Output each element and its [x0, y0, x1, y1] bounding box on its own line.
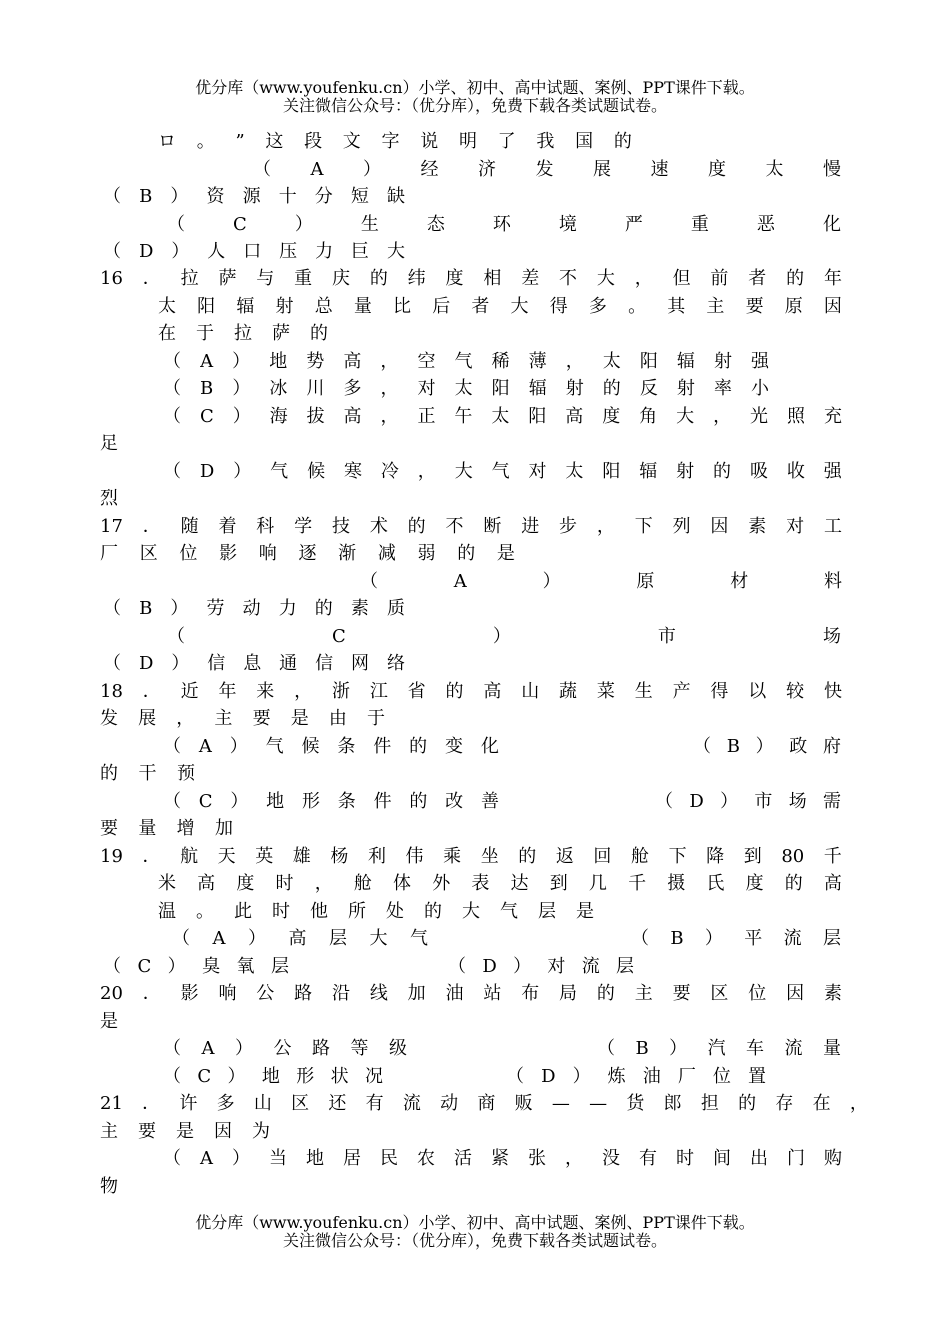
- text-line: 温 。 此 时 他 所 处 的 大 气 层 是: [158, 901, 594, 922]
- page-footer-line2: 关注微信公众号：（优分库），免费下载各类试题试卷。: [282, 1231, 667, 1250]
- question-20-line: 20 ． 影 响 公 路 沿 线 加 油 站 布 局 的 主 要 区 位 因 素: [100, 983, 842, 1004]
- option-line: （ C ） 地 形 条 件 的 改 善: [163, 791, 499, 812]
- question-19-line: 19 ． 航 天 英 雄 杨 利 伟 乘 坐 的 返 回 舱 下 降 到 80 千: [100, 846, 842, 867]
- question-16-line: 16 ． 拉 萨 与 重 庆 的 纬 度 相 差 不 大 ， 但 前 者 的 年: [100, 268, 842, 289]
- text-line: 是: [100, 1011, 118, 1032]
- option-line: （ A ） 当 地 居 民 农 活 紧 张 ， 没 有 时 间 出 门 购: [163, 1148, 842, 1169]
- option-line: （ B ） 劳 动 力 的 素 质: [103, 598, 405, 619]
- option-line: （ B ） 平 流 层: [631, 928, 841, 949]
- text-line: 足: [100, 433, 118, 454]
- option-line: （ D ） 信 息 通 信 网 络: [103, 653, 405, 674]
- question-17-line: 17 ． 随 着 科 学 技 术 的 不 断 进 步 ， 下 列 因 素 对 工: [100, 516, 842, 537]
- text-line: 发 展 ， 主 要 是 由 于: [100, 708, 385, 729]
- page-footer-line1: 优分库（www.youfenku.cn）小学、初中、高中试题、案例、PPT课件下载。: [195, 1213, 755, 1232]
- option-line: （ D ） 气 候 寒 冷 ， 大 气 对 太 阳 辐 射 的 吸 收 强: [163, 461, 842, 482]
- option-line: （ D ） 炼 油 厂 位 置: [506, 1066, 766, 1087]
- text-line: 米 高 度 时 ， 舱 体 外 表 达 到 几 千 摄 氏 度 的 高: [158, 873, 842, 894]
- option-line: （ C ） 地 形 状 况: [163, 1066, 383, 1087]
- question-21-line: 21 ． 许 多 山 区 还 有 流 动 商 贩 — — 货 郎 担 的 存 在 ，: [100, 1093, 868, 1114]
- option-line: （ A ） 高 层 大 气: [172, 928, 428, 949]
- option-line: （ B ） 资 源 十 分 短 缺: [103, 186, 405, 207]
- text-line: 要 量 增 加: [100, 818, 233, 839]
- text-line: 烈: [100, 488, 118, 509]
- text-line: 主 要 是 因 为: [100, 1121, 270, 1142]
- text-line: 在 于 拉 萨 的: [158, 323, 328, 344]
- option-line: （ A ） 地 势 高 ， 空 气 稀 薄 ， 太 阳 辐 射 强: [163, 351, 769, 372]
- option-line: （ C ） 市 场: [167, 626, 841, 647]
- question-18-line: 18 ． 近 年 来 ， 浙 江 省 的 高 山 蔬 菜 生 产 得 以 较 快: [100, 681, 842, 702]
- option-line: （ B ） 汽 车 流 量: [597, 1038, 841, 1059]
- option-line: （ D ） 市 场 需: [655, 791, 841, 812]
- option-line: （ C ） 生 态 环 境 严 重 恶 化: [167, 214, 841, 235]
- option-line: （ D ） 人 口 压 力 巨 大: [103, 241, 405, 262]
- option-line: （ C ） 海 拔 高 ， 正 午 太 阳 高 度 角 大 ， 光 照 充: [163, 406, 842, 427]
- option-line: （ D ） 对 流 层: [448, 956, 634, 977]
- option-line: （ A ） 公 路 等 级: [163, 1038, 407, 1059]
- option-line: （ A ） 气 候 条 件 的 变 化: [163, 736, 499, 757]
- text-line: 太 阳 辐 射 总 量 比 后 者 大 得 多 。 其 主 要 原 因: [158, 296, 842, 317]
- page-header-line2: 关注微信公众号：（优分库），免费下载各类试题试卷。: [282, 96, 667, 115]
- text-line: 物: [100, 1176, 118, 1197]
- text-line: 厂 区 位 影 响 逐 渐 减 弱 的 是: [100, 543, 515, 564]
- option-line: （ C ） 臭 氧 层: [103, 956, 289, 977]
- option-line: （ A ） 经 济 发 展 速 度 太 慢: [253, 159, 841, 180]
- option-line: （ B ） 冰 川 多 ， 对 太 阳 辐 射 的 反 射 率 小: [163, 378, 769, 399]
- page-header-line1: 优分库（www.youfenku.cn）小学、初中、高中试题、案例、PPT课件下载。: [195, 78, 755, 97]
- option-line: （ B ） 政 府: [693, 736, 841, 757]
- option-line: （ A ） 原 材 料: [360, 571, 842, 592]
- text-line: ロ 。 ” 这 段 文 字 说 明 了 我 国 的: [158, 131, 632, 152]
- text-line: 的 干 预: [100, 763, 195, 784]
